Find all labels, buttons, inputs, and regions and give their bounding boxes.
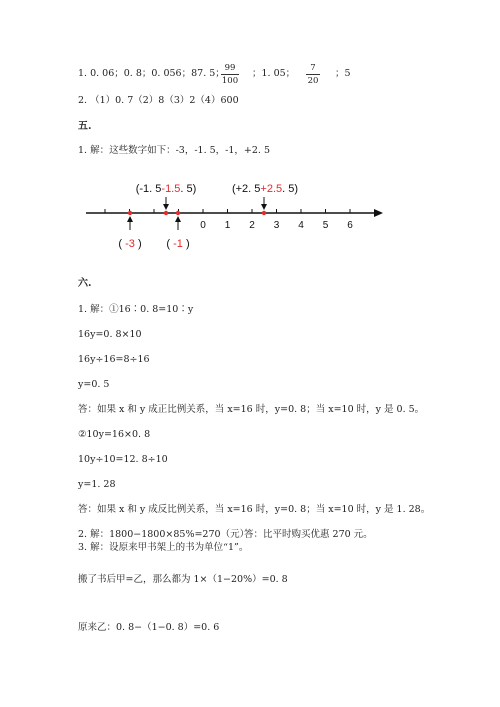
arrowhead-plus-2-5 bbox=[261, 204, 267, 210]
fraction-numerator: 7 bbox=[310, 63, 316, 73]
label-minus-1-5: (-1. 5-1.5. 5) bbox=[135, 183, 197, 195]
tick-label-3: 3 bbox=[273, 220, 280, 231]
section-six-line-9: 答：如果 x 和 y 成反比例关系，当 x=16 时，y=0. 8；当 x=10 时，y 是 1. 28。 bbox=[78, 504, 431, 515]
tick-label-5: 5 bbox=[322, 220, 329, 231]
section-six-heading: 六. bbox=[78, 278, 92, 289]
answer-1-line-c: ；5 bbox=[335, 68, 351, 79]
section-six-line-5: 答：如果 x 和 y 成正比例关系，当 x=16 时，y=0. 8；当 x=10 时，y 是 0. 5。 bbox=[78, 404, 425, 415]
tick-label-2: 2 bbox=[249, 220, 255, 231]
section-six-line-12: 搬了书后甲=乙，那么都为 1×（1−20%）=0. 8 bbox=[78, 574, 288, 585]
tick-label-6: 6 bbox=[347, 220, 353, 231]
point-minus-1-5 bbox=[164, 211, 168, 215]
answer-1-line-a: 1. 0. 06；0. 8；0. 056；87. 5； bbox=[78, 68, 225, 79]
section-six-line-1: 1. 解：①16∶0. 8=10∶y bbox=[78, 304, 194, 315]
number-line-arrowhead bbox=[374, 209, 383, 217]
answer-2-line: 2. （1）0. 7（2）8（3）2（4）600 bbox=[78, 95, 239, 106]
fraction-denominator: 100 bbox=[221, 76, 239, 86]
tick-label-0: 0 bbox=[200, 220, 206, 231]
arrowhead-minus-1-5 bbox=[163, 204, 169, 210]
point-minus-1 bbox=[176, 211, 180, 215]
tick-label-4: 4 bbox=[298, 220, 304, 231]
section-six-line-10a: 2. 解：1800−1800×85%=270（元） bbox=[78, 529, 250, 540]
section-six-line-3: 16y÷16=8÷16 bbox=[78, 354, 150, 365]
tick-label-1: 1 bbox=[224, 220, 231, 231]
arrowhead-minus-3 bbox=[127, 216, 133, 222]
point-plus-2-5 bbox=[262, 211, 266, 215]
section-five-line-1: 1. 解：这些数字如下：-3，-1. 5，-1，+2. 5 bbox=[78, 145, 271, 156]
section-six-line-7: 10y÷10=12. 8÷10 bbox=[78, 454, 168, 465]
answer-1-line-b: ；1. 05； bbox=[252, 68, 296, 79]
fraction-denominator: 20 bbox=[307, 76, 319, 86]
label-minus-3: ( -3 ) bbox=[118, 238, 142, 250]
section-five-heading: 五. bbox=[78, 121, 92, 132]
arrowhead-minus-1 bbox=[175, 216, 181, 222]
section-six-line-10b: 答：比平时购买优惠 270 元。 bbox=[244, 529, 373, 540]
section-six-line-2: 16y=0. 8×10 bbox=[78, 329, 142, 340]
label-minus-1: ( -1 ) bbox=[166, 238, 190, 250]
section-six-line-8: y=1. 28 bbox=[78, 479, 116, 490]
section-six-line-11: 3. 解：设原来甲书架上的书为单位“1”。 bbox=[78, 542, 249, 553]
section-six-line-4: y=0. 5 bbox=[78, 379, 110, 390]
fraction-numerator: 99 bbox=[224, 63, 236, 73]
section-six-line-13: 原来乙：0. 8−（1−0. 8）=0. 6 bbox=[78, 622, 220, 633]
section-six-line-6: ②10y=16×0. 8 bbox=[78, 429, 151, 440]
number-line-tick-labels bbox=[200, 220, 353, 231]
point-minus-3 bbox=[128, 211, 132, 215]
label-plus-2-5: (+2. 5+2.5. 5) bbox=[231, 183, 299, 195]
